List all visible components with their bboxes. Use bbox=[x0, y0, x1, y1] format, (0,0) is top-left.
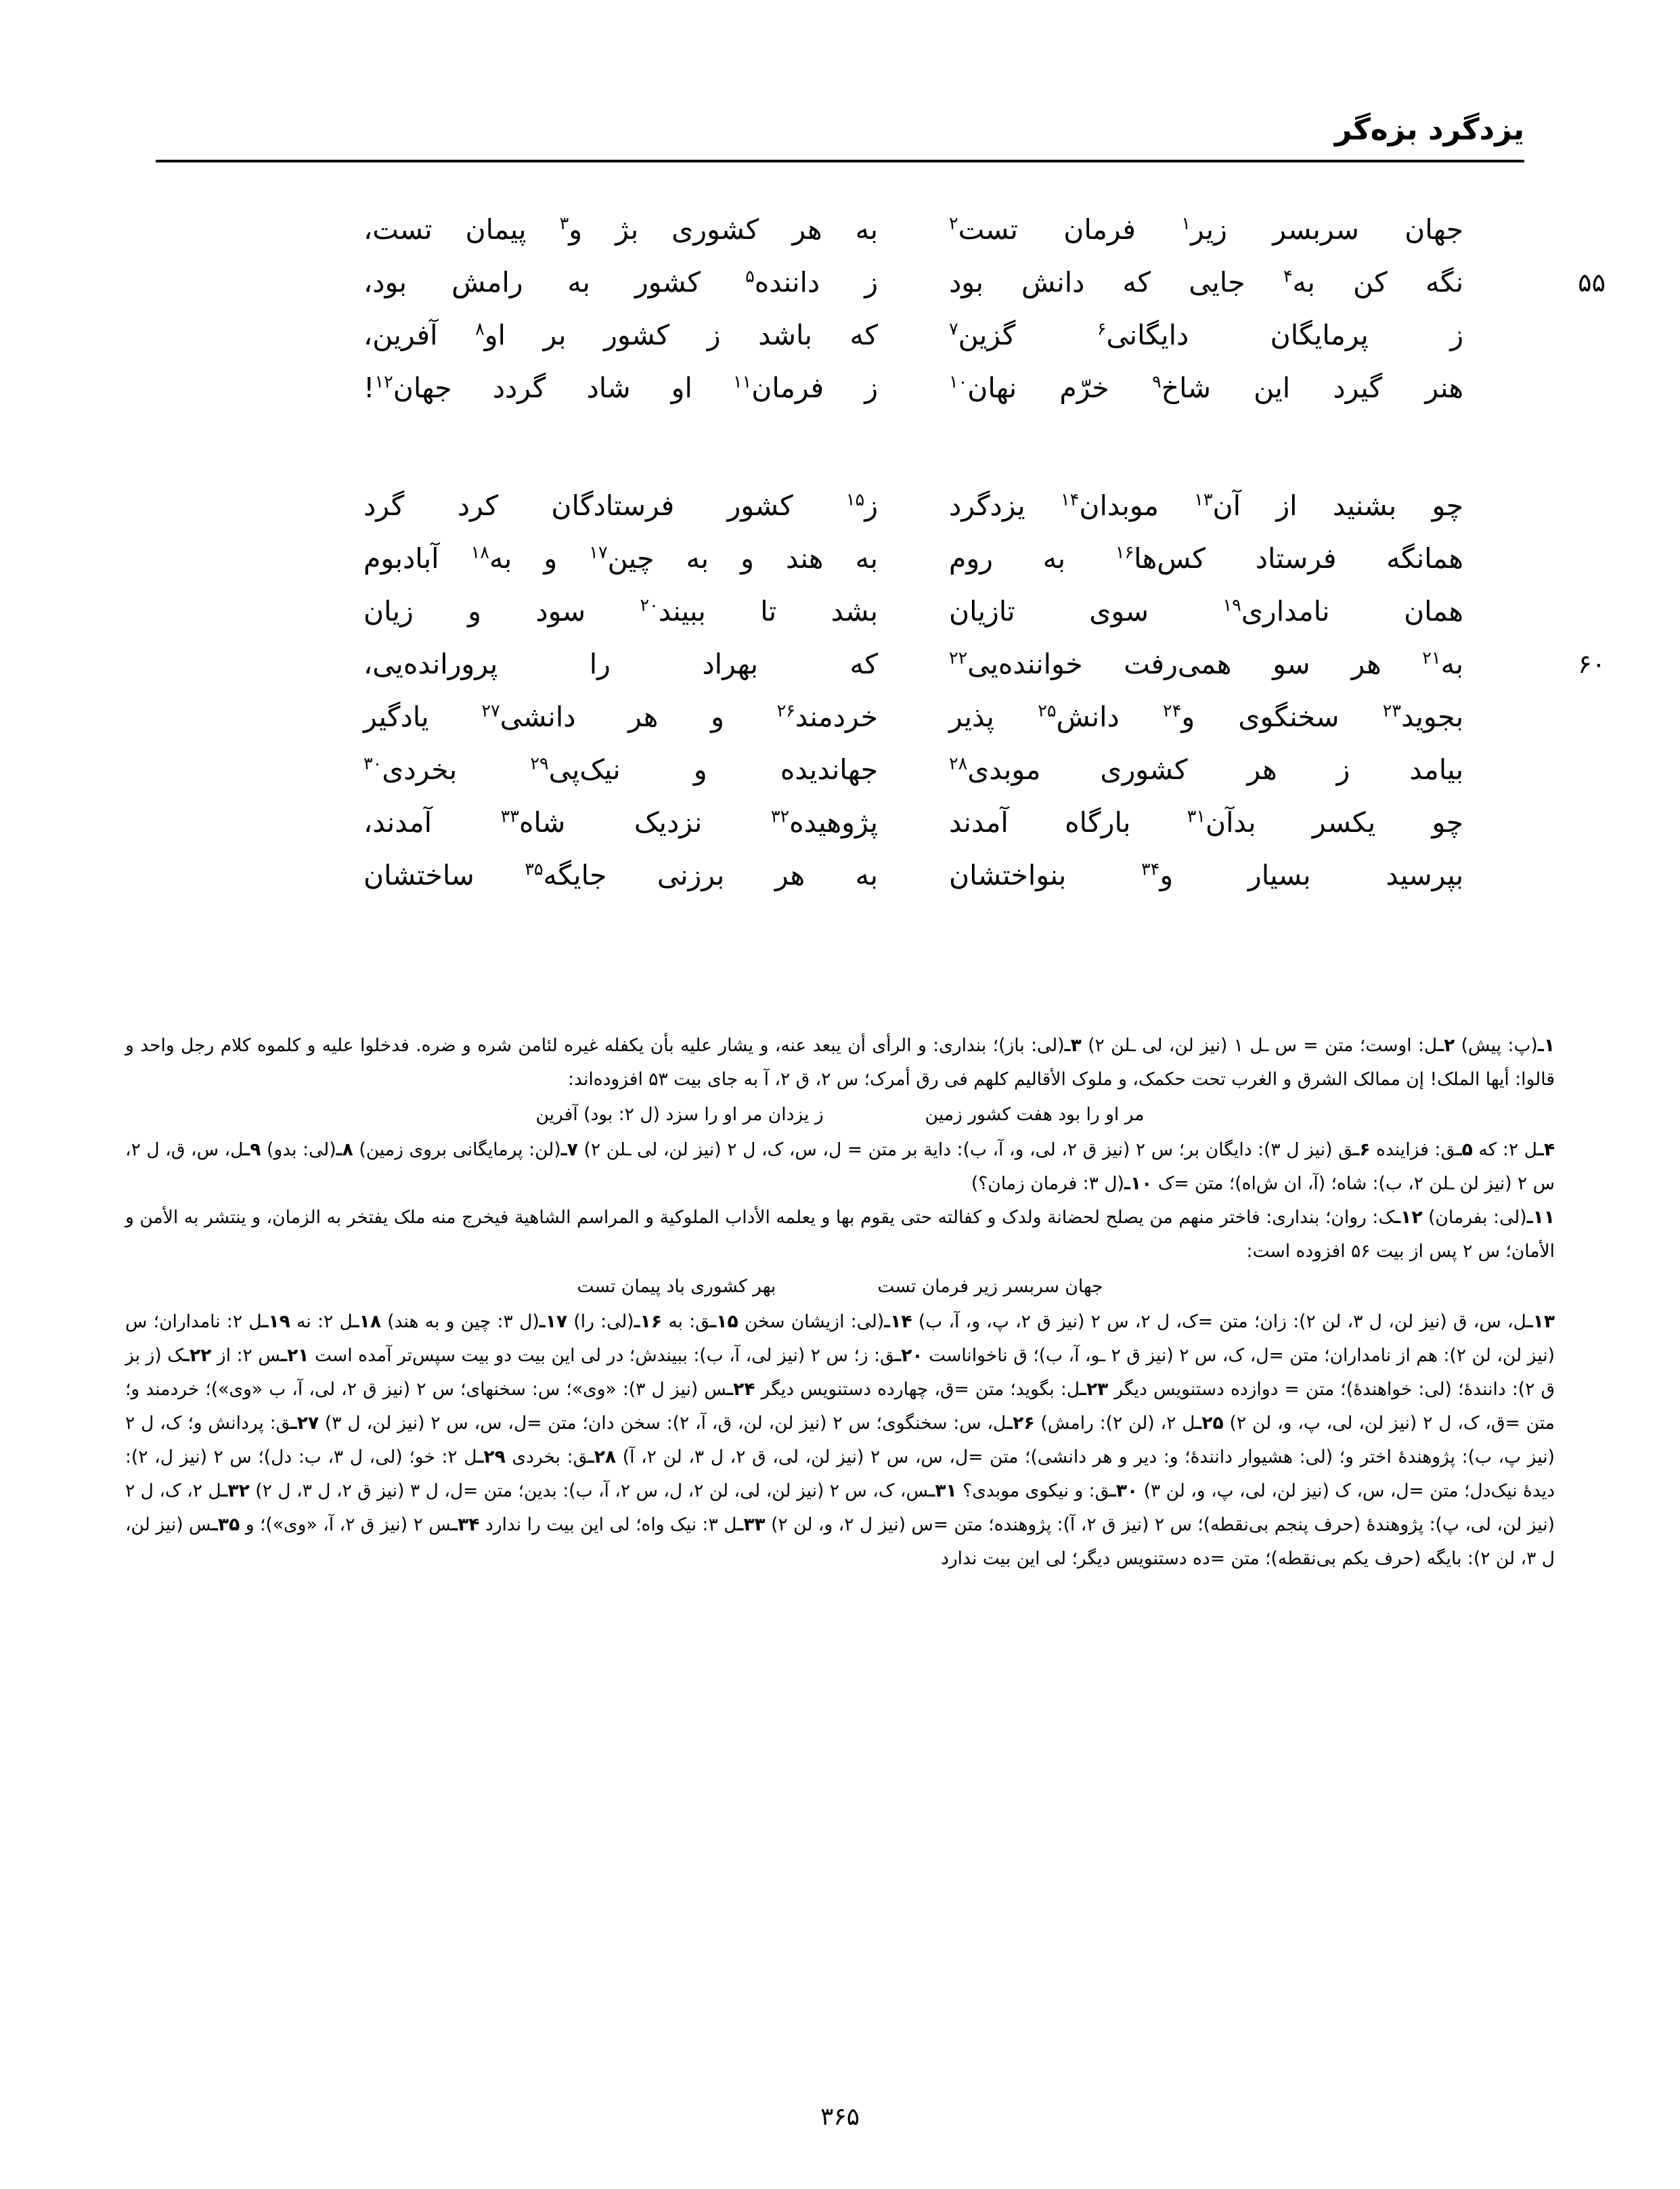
hemistich-right: همان نامداری$^{۱۹}$ سوی تازیان bbox=[949, 594, 1463, 627]
verse-line bbox=[135, 203, 1545, 256]
footnote-paragraph: ۴ـل ۲: که ۵ـق: فزاینده ۶ـق (نیز ل ۳): دایگان بر؛ س ۲ (نیز ق ۲، لی، و، آ، ب): دایة بر متن = ل، س، ک، ل ۲ (نیز لن، لی ـلن ۲) ۷ـ(لن: پرمایگانی بروی زمین) ۸ـ(لی: بدو) ۹ـل، س، ق، ل ۲، س ۲ (نیز لن ـلن ۲، ب): شاه؛ (آ، ان ش‌اه)؛ متن =ک ۱۰ـ(ل ۳: فرمان زمان؟) bbox=[125, 1139, 1555, 1194]
hemistich-right: بیامد ز هر کشوری موبدی$^{۲۸}$ bbox=[949, 753, 1463, 786]
quoted-hemistich-right: مر او را بود هفت کشور زمین bbox=[925, 1104, 1145, 1125]
hemistich-right: چو یکسر بدآن$^{۳۱}$ بارگاه آمدند bbox=[949, 805, 1463, 839]
hemistich-left: به هند و به چین$^{۱۷}$ و به$^{۱۸}$ آبادبوم bbox=[363, 541, 878, 575]
page-header bbox=[156, 112, 1524, 169]
footnote-paragraph: ۱ـ(پ: پیش) ۲ـل: اوست؛ متن = س ـل ۱ (نیز لن، لی ـلن ۲) ۳ـ(لی: باز)؛ بنداری: و الرأی أن یبعد عنه، و یشار علیه بأن یکفله غیره لئامن شره و ضره. فدخلوا علیه و کلموه کلام رجل واحد و قالوا: أیها الملک! إن ممالک الشرق و الغرب تحت حکمک، و ملوک الأقالیم کلهم فی رق أمرک؛ س ۲، ق ۲، آ به جای بیت ۵۳ افزوده‌اند: bbox=[125, 1035, 1555, 1090]
verse-line bbox=[135, 690, 1545, 743]
hemistich-right: ز پرمایگان دایگانی$^۶$ گزین$^۷$ bbox=[949, 318, 1463, 351]
header-divider-rule bbox=[156, 160, 1524, 162]
hemistich-left: ز فرمان$^{۱۱}$ او شاد گردد جهان$^{۱۲}$! bbox=[363, 371, 878, 404]
verse-line bbox=[135, 796, 1545, 849]
verse-number: ۵۵ bbox=[1578, 267, 1606, 297]
quoted-hemistich-left: ز یزدان مر او را سزد (ل ۲: بود) آفرین bbox=[535, 1104, 824, 1125]
hemistich-left: بشد تا ببیند$^{۲۰}$ سود و زیان bbox=[363, 594, 878, 627]
hemistich-left: که بهراد را پرورانده‌یی، bbox=[363, 648, 878, 680]
hemistich-right: نگه کن به$^۴$ جایی که دانش بود bbox=[949, 265, 1463, 298]
verse-area bbox=[135, 203, 1606, 967]
verse-line bbox=[135, 256, 1606, 309]
hemistich-right: جهان سربسر زیر$^۱$ فرمان تست$^۲$ bbox=[949, 213, 1463, 246]
footnote-paragraph: ۱۱ـ(لی: بفرمان) ۱۲ـک: روان؛ بنداری: فاختر منهم من یصلح لحضانة ولدک و کفالته حتی یقوم بها و یعلمه الأداب الملوکیة و المراسم الشاهیة فیخرج منه ملک یفتخر به الزمان، و ینتشر به الأمن و الأمان؛ س ۲ پس از بیت ۵۶ افزوده است: bbox=[125, 1207, 1555, 1262]
verse-stanza bbox=[135, 479, 1606, 902]
footnote-quoted-couplet bbox=[125, 1098, 1555, 1132]
verse-line bbox=[135, 638, 1606, 690]
page-number: ۳۶۵ bbox=[820, 2103, 860, 2131]
running-header-title: یزدگرد بزه‌گر bbox=[1334, 112, 1524, 147]
verse-line bbox=[135, 743, 1545, 796]
verse-stanza bbox=[135, 203, 1606, 414]
verse-line bbox=[135, 585, 1545, 638]
hemistich-right: همانگه فرستاد کس‌ها$^{۱۶}$ به روم bbox=[949, 541, 1463, 575]
hemistich-right: به$^{۲۱}$ هر سو همی‌رفت خواننده‌یی$^{۲۲}$ bbox=[949, 647, 1463, 680]
verse-number: ۶۰ bbox=[1578, 649, 1606, 679]
hemistich-left: پژوهیده$^{۳۲}$ نزدیک شاه$^{۳۳}$ آمدند، bbox=[363, 805, 878, 839]
hemistich-left: به هر کشوری بژ و$^۳$ پیمان تست، bbox=[363, 213, 879, 246]
verse-line bbox=[135, 361, 1545, 414]
quoted-hemistich-right: جهان سربسر زیر فرمان تست bbox=[877, 1276, 1103, 1297]
hemistich-right: هنر گیرد این شاخ$^۹$ خرّم نهان$^{۱۰}$ bbox=[949, 371, 1464, 404]
hemistich-right: بپرسید بسیار و$^{۳۴}$ بنواختشان bbox=[949, 858, 1463, 891]
hemistich-left: ز$^{۱۵}$ کشور فرستادگان کرد گرد bbox=[363, 489, 878, 522]
footnote-quoted-couplet bbox=[125, 1270, 1555, 1304]
verse-line bbox=[135, 849, 1545, 902]
verse-line bbox=[135, 532, 1545, 585]
hemistich-left: خردمند$^{۲۶}$ و هر دانشی$^{۲۷}$ یادگیر bbox=[363, 700, 878, 733]
hemistich-left: ز داننده$^۵$ کشور به رامش بود، bbox=[363, 265, 878, 298]
hemistich-right: بجوید$^{۲۳}$ سخنگوی و$^{۲۴}$ دانش$^{۲۵}$ پذیر bbox=[949, 700, 1463, 733]
hemistich-left: که باشد ز کشور بر او$^۸$ آفرین، bbox=[363, 318, 879, 351]
footnote-paragraph: ۱۳ـل، س، ق (نیز لن، ل ۳، لن ۲): زان؛ متن =ک، ل ۲، س ۲ (نیز ق ۲، پ، و، آ، ب) ۱۴ـ(لی: ازیشان سخن ۱۵ـق: به ۱۶ـ(لی: را) ۱۷ـ(ل ۳: چین و به هند) ۱۸ـل ۲: نه ۱۹ـل ۲: نامداران؛ س (نیز لن، لن ۲): هم از نامداران؛ متن =ل، ک، س ۲ (نیز ق ۲ ـو، آ، ب)؛ ق ناخواناست ۲۰ـق: ز؛ س ۲ (نیز لی، آ، ب): ببیندش؛ در لی این بیت دو بیت سپس‌تر آمده است ۲۱ـس ۲: از ۲۲ـک (ز بز ق ۲): دانندهٔ؛ (لی: خواهندهٔ)؛ متن = دوازده دستنویس دیگر ۲۳ـل: بگوید؛ متن =ق، چهارده دستنویس دیگر ۲۴ـس (نیز ل ۳): «وی»؛ س: سخنهای؛ س ۲ (نیز ق ۲، لی، آ، ب «وی»)؛ خردمند و؛ متن =ق، ک، ل ۲ (نیز لن، لی، پ، و، لن ۲) ۲۵ـل ۲، (لن ۲): رامش) ۲۶ـل، س: سخنگوی؛ س ۲ (نیز لن، لن، ق، آ، ۲): سخن دان؛ متن =ل، س، س ۲ (نیز لن، ل ۳) ۲۷ـق: پردانش و؛ ک، ل ۲ (نیز پ، ب): پژوهندهٔ اختر و؛ (لی: هشیوار دانندهٔ؛ و: دیر و هر دانشی)؛ متن =ل، س، س ۲ (نیز لن، لی، ق ۲، ل ۳، لن ۲، آ) ۲۸ـق: بخردی ۲۹ـل ۲: خو؛ (لی، ل ۳، ب: دل)؛ س ۲ (نیز ل، ۲): دیدهٔ نیک‌دل؛ متن =ل، س، ک (نیز لن، لی، پ، و، لن ۳) ۳۰ـق: و نیکوی موبدی؟ ۳۱ـس، ک، س ۲ (نیز لن، لی، لن ۲، ل، س ۲، آ، ب): بدین؛ متن =ل، ل ۳ (نیز ق ۲، ل ۳، ل ۲) ۳۲ـل ۲، ک، ل ۲ (نیز لن، لی، پ): پژوهندهٔ (حرف پنجم بی‌نقطه)؛ س ۲ (نیز ق ۲، آ): پژوهنده؛ متن =س (نیز ل ۲، و، لن ۲) ۳۳ـل ۳: نیک واه؛ لی این بیت را ندارد ۳۴ـس ۲ (نیز ق ۲، آ، «وی»)؛ و ۳۵ـس (نیز لن، ل ۳، لن ۲): بایگه (حرف یکم بی‌نقطه)؛ متن =ده دستنویس دیگر؛ لی این بیت ندارد bbox=[125, 1311, 1555, 1569]
hemistich-left: به هر برزنی جایگه$^{۳۵}$ ساختشان bbox=[363, 858, 878, 891]
hemistich-right: چو بشنید از آن$^{۱۳}$ موبدان$^{۱۴}$ یزدگرد bbox=[949, 489, 1463, 522]
hemistich-left: جهاندیده و نیک‌پی$^{۲۹}$ بخردی$^{۳۰}$ bbox=[363, 753, 878, 786]
footnote-apparatus bbox=[125, 1029, 1555, 1576]
verse-line bbox=[135, 309, 1545, 361]
quoted-hemistich-left: بهر کشوری باد پیمان تست bbox=[577, 1276, 776, 1297]
verse-line bbox=[135, 479, 1545, 532]
